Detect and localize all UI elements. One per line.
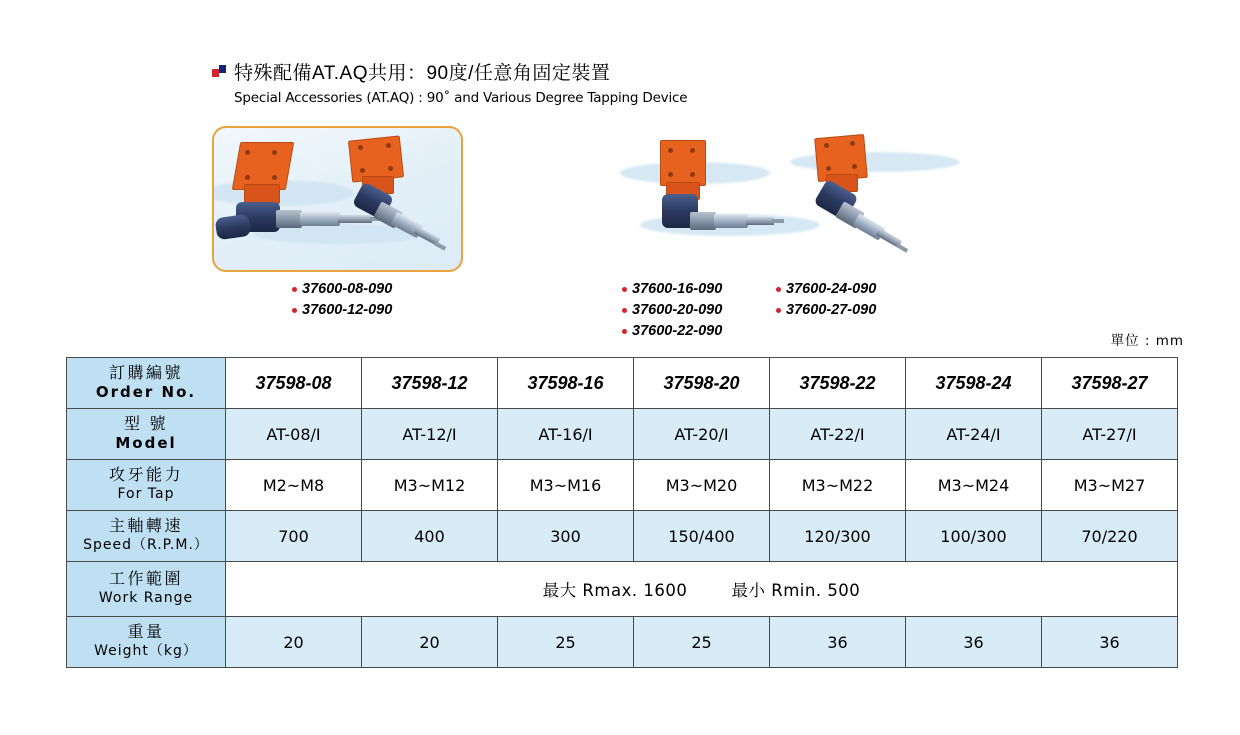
- tapping-device-photo-right: [618, 126, 968, 272]
- cell-model-4: AT-20/I: [634, 409, 770, 460]
- cell-for-tap-6: M3~M24: [906, 460, 1042, 511]
- specification-table: [66, 357, 1178, 668]
- tapping-device-photo-left: [212, 126, 463, 272]
- row-header-cn: 攻牙能力: [108, 467, 183, 485]
- cell-weight-3: 25: [498, 617, 634, 668]
- caption-item: [292, 302, 392, 318]
- cell-model-1: AT-08/I: [226, 409, 362, 460]
- cell-speed-6: 100/300: [906, 511, 1042, 562]
- row-header-en: Weight（kg）: [94, 643, 198, 660]
- cell-value: 37598-24: [935, 372, 1012, 393]
- row-header-work-range: [67, 562, 226, 617]
- row-header-cn: 重量: [127, 624, 165, 642]
- cell-weight-5: 36: [770, 617, 906, 668]
- cell-for-tap-1: M2~M8: [226, 460, 362, 511]
- row-header-for-tap: [67, 460, 226, 511]
- row-header-order-no: [67, 358, 226, 409]
- work-range-min: 最小 Rmin. 500: [731, 581, 861, 600]
- row-header-weight: [67, 617, 226, 668]
- table-row: [67, 511, 1178, 562]
- table-row: [67, 460, 1178, 511]
- caption-group-middle: [622, 281, 722, 344]
- table-row: [67, 562, 1178, 617]
- cell-order-no-6: [906, 358, 1042, 409]
- caption-label: 37600-08-090: [302, 281, 393, 297]
- bullet-dot-icon: [622, 287, 627, 292]
- cell-for-tap-5: M3~M22: [770, 460, 906, 511]
- row-header-speed: [67, 511, 226, 562]
- cell-speed-5: 120/300: [770, 511, 906, 562]
- table-row: [67, 358, 1178, 409]
- caption-item: [776, 281, 876, 297]
- cell-work-range-merged: [226, 562, 1178, 617]
- cell-weight-2: 20: [362, 617, 498, 668]
- cell-value: 37598-27: [1071, 372, 1148, 393]
- cell-value: 37598-22: [799, 372, 876, 393]
- unit-note: 單位 : mm: [1110, 333, 1184, 349]
- cell-weight-4: 25: [634, 617, 770, 668]
- bullet-dot-icon: [292, 308, 297, 313]
- cell-order-no-2: [362, 358, 498, 409]
- bullet-dot-icon: [776, 287, 781, 292]
- caption-item: [292, 281, 392, 297]
- caption-item: [622, 323, 722, 339]
- cell-order-no-4: [634, 358, 770, 409]
- cell-speed-4: 150/400: [634, 511, 770, 562]
- cell-model-2: AT-12/I: [362, 409, 498, 460]
- caption-label: 37600-16-090: [632, 281, 723, 297]
- caption-label: 37600-22-090: [632, 323, 723, 339]
- section-heading: [212, 58, 1012, 106]
- cell-for-tap-7: M3~M27: [1042, 460, 1178, 511]
- cell-speed-2: 400: [362, 511, 498, 562]
- cell-speed-7: 70/220: [1042, 511, 1178, 562]
- heading-title-en: Special Accessories (AT.AQ) : 90˚ and Various Degree Tapping Device: [234, 90, 688, 106]
- cell-value: 37598-16: [527, 372, 604, 393]
- cell-for-tap-3: M3~M16: [498, 460, 634, 511]
- table-row: [67, 617, 1178, 668]
- cell-model-5: AT-22/I: [770, 409, 906, 460]
- caption-group-right: [776, 281, 876, 323]
- cell-for-tap-4: M3~M20: [634, 460, 770, 511]
- row-header-en: For Tap: [117, 486, 175, 503]
- caption-label: 37600-24-090: [786, 281, 877, 297]
- row-header-en: Model: [115, 433, 177, 452]
- cell-speed-3: 300: [498, 511, 634, 562]
- cell-order-no-1: [226, 358, 362, 409]
- caption-item: [622, 302, 722, 318]
- work-range-max: 最大 Rmax. 1600: [542, 581, 688, 600]
- row-header-cn: 型 號: [124, 415, 168, 433]
- cell-value: 37598-20: [663, 372, 740, 393]
- caption-item: [622, 281, 722, 297]
- row-header-cn: 工作範圍: [108, 571, 183, 589]
- bullet-dot-icon: [622, 329, 627, 334]
- cell-order-no-5: [770, 358, 906, 409]
- heading-row: [212, 58, 1012, 85]
- bullet-dot-icon: [292, 287, 297, 292]
- row-header-en: Order No.: [95, 382, 197, 401]
- caption-item: [776, 302, 876, 318]
- cell-for-tap-2: M3~M12: [362, 460, 498, 511]
- row-header-en: Work Range: [98, 590, 194, 607]
- row-header-cn: 主軸轉速: [108, 518, 183, 536]
- cell-value: 37598-12: [391, 372, 468, 393]
- caption-group-left: [292, 281, 392, 323]
- row-header-en: Speed（R.P.M.）: [83, 537, 209, 554]
- table-row: [67, 409, 1178, 460]
- caption-label: 37600-27-090: [786, 302, 877, 318]
- cell-order-no-7: [1042, 358, 1178, 409]
- caption-label: 37600-12-090: [302, 302, 393, 318]
- cell-weight-6: 36: [906, 617, 1042, 668]
- caption-label: 37600-20-090: [632, 302, 723, 318]
- cell-value: 37598-08: [255, 372, 332, 393]
- double-square-bullet-icon: [212, 65, 225, 78]
- cell-speed-1: 700: [226, 511, 362, 562]
- heading-title-cn: 特殊配備AT.AQ共用：90度/任意角固定裝置: [234, 63, 611, 84]
- cell-order-no-3: [498, 358, 634, 409]
- cell-model-3: AT-16/I: [498, 409, 634, 460]
- cell-model-6: AT-24/I: [906, 409, 1042, 460]
- cell-model-7: AT-27/I: [1042, 409, 1178, 460]
- bullet-dot-icon: [622, 308, 627, 313]
- cell-weight-7: 36: [1042, 617, 1178, 668]
- row-header-model: [67, 409, 226, 460]
- row-header-cn: 訂購編號: [108, 364, 183, 382]
- bullet-dot-icon: [776, 308, 781, 313]
- cell-weight-1: 20: [226, 617, 362, 668]
